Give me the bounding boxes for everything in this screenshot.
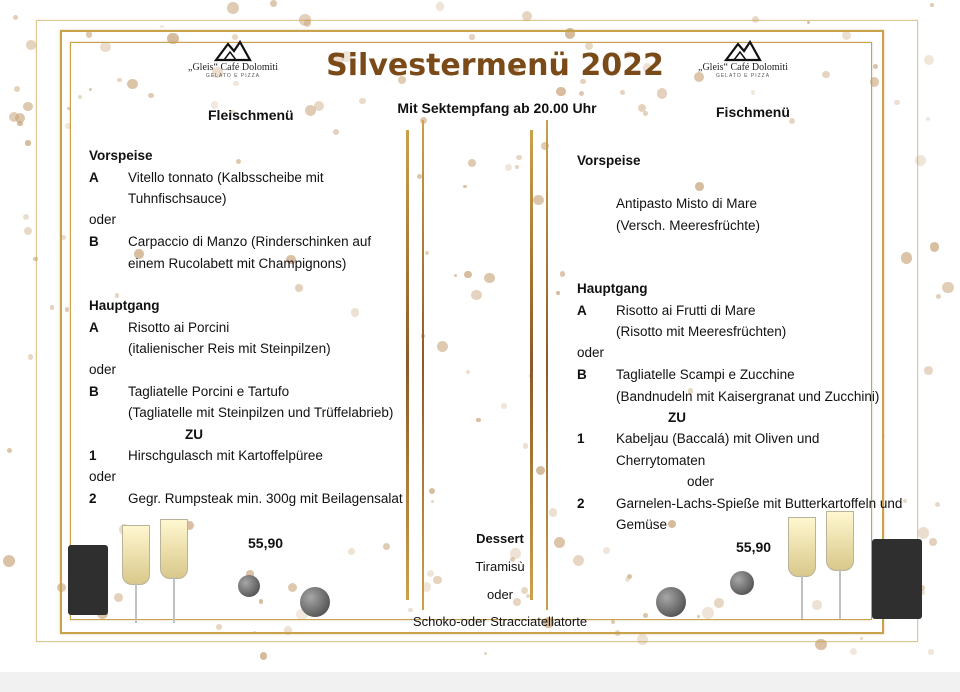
logo-subtitle: GELATO E PIZZA <box>715 73 771 79</box>
section-heading: Vorspeise <box>577 153 641 168</box>
item-text: Tagliatelle Scampi e Zucchine <box>616 367 795 382</box>
glass-stem <box>801 575 803 619</box>
champagne-glass <box>826 511 854 571</box>
section-heading: Hauptgang <box>577 281 648 296</box>
item-text: Cherrytomaten <box>616 453 706 468</box>
confetti-dot <box>7 448 12 453</box>
glass-stem <box>839 569 841 619</box>
or-text: oder <box>577 345 605 360</box>
confetti-dot <box>930 3 934 7</box>
logo-subtitle: GELATO E PIZZA <box>205 73 261 79</box>
fisch-price: 55,90 <box>736 539 772 555</box>
or-text: oder <box>89 212 117 227</box>
bauble <box>238 575 260 597</box>
dessert-item: Tiramisù <box>475 559 525 574</box>
glass-stem <box>135 583 137 623</box>
dessert-item: Schoko-oder Stracciatellatorte <box>412 614 588 629</box>
champagne-photo-right <box>640 495 940 655</box>
item-text: Tuhnfischsauce) <box>128 191 227 206</box>
confetti-dot <box>924 366 933 375</box>
item-label: A <box>89 320 99 335</box>
logo-name: „Gleis“ Café Dolomiti <box>698 62 788 73</box>
item-text: (Tagliatelle mit Steinpilzen und Trüffelabrieb) <box>128 405 394 420</box>
logo-name: „Gleis“ Café Dolomiti <box>188 62 278 73</box>
item-text: Garnelen-Lachs-Spieße mit Butterkartoffeln und <box>616 496 903 511</box>
champagne-glass <box>788 517 816 577</box>
glass-stem <box>173 577 175 623</box>
champagne-glass <box>160 519 188 579</box>
item-text: Hirschgulasch mit Kartoffelpüree <box>128 448 323 463</box>
item-text: Risotto ai Frutti di Mare <box>616 303 756 318</box>
confetti-dot <box>25 140 30 145</box>
item-label: A <box>89 170 99 185</box>
confetti-dot <box>484 652 487 655</box>
gift-box <box>872 539 922 619</box>
item-text: Vitello tonnato (Kalbsscheibe mit <box>128 170 324 185</box>
item-label: 2 <box>577 496 585 511</box>
item-text: (Risotto mit Meeresfrüchten) <box>616 324 787 339</box>
item-label: A <box>577 303 587 318</box>
item-text: (Versch. Meeresfrüchte) <box>616 218 761 233</box>
fleisch-heading: Fleischmenü <box>208 107 294 123</box>
confetti-dot <box>930 242 939 251</box>
confetti-dot <box>23 214 29 220</box>
confetti-dot <box>14 86 20 92</box>
item-label: B <box>89 234 99 249</box>
or-text: oder <box>486 587 514 602</box>
page-subtitle: Mit Sektempfang ab 20.00 Uhr <box>397 100 597 116</box>
confetti-dot <box>436 2 445 11</box>
champagne-glass <box>122 525 150 585</box>
page-title: Silvestermenü 2022 <box>326 48 664 83</box>
confetti-dot <box>270 0 277 7</box>
section-heading: Vorspeise <box>89 148 153 163</box>
bottom-strip <box>0 672 960 692</box>
item-label: 1 <box>577 431 585 446</box>
confetti-dot <box>28 354 34 360</box>
confetti-dot <box>942 282 954 294</box>
or-text: oder <box>687 474 715 489</box>
champagne-photo-left <box>60 505 390 655</box>
bauble <box>730 571 754 595</box>
confetti-dot <box>13 15 18 20</box>
or-text: oder <box>89 362 117 377</box>
divider-line <box>530 130 533 600</box>
item-text: (Bandnudeln mit Kaisergranat und Zucchini) <box>616 389 880 404</box>
zu-label: ZU <box>185 427 203 442</box>
confetti-dot <box>24 227 32 235</box>
item-text: Risotto ai Porcini <box>128 320 230 335</box>
confetti-dot <box>3 555 15 567</box>
item-text: Tagliatelle Porcini e Tartufo <box>128 384 290 399</box>
fisch-heading: Fischmenü <box>716 104 790 120</box>
item-text: Carpaccio di Manzo (Rinderschinken auf <box>128 234 372 249</box>
zu-label: ZU <box>668 410 686 425</box>
confetti-dot <box>936 294 941 299</box>
gift-box <box>68 545 108 615</box>
section-heading: Hauptgang <box>89 298 160 313</box>
item-text: einem Rucolabett mit Champignons) <box>128 256 347 271</box>
item-text: (italienischer Reis mit Steinpilzen) <box>128 341 331 356</box>
item-label: B <box>89 384 99 399</box>
or-text: oder <box>89 469 117 484</box>
item-label: 2 <box>89 491 97 506</box>
item-text: Gemüse <box>616 517 668 532</box>
confetti-dot <box>227 2 239 14</box>
item-text: Kabeljau (Baccalá) mit Oliven und <box>616 431 820 446</box>
confetti-dot <box>926 117 930 121</box>
fleisch-price: 55,90 <box>248 535 284 551</box>
item-text: Gegr. Rumpsteak min. 300g mit Beilagensalat <box>128 491 403 506</box>
item-text: Antipasto Misto di Mare <box>616 196 758 211</box>
divider-line <box>406 130 409 600</box>
item-label: B <box>577 367 587 382</box>
item-label: 1 <box>89 448 97 463</box>
dessert-heading: Dessert <box>476 531 524 546</box>
